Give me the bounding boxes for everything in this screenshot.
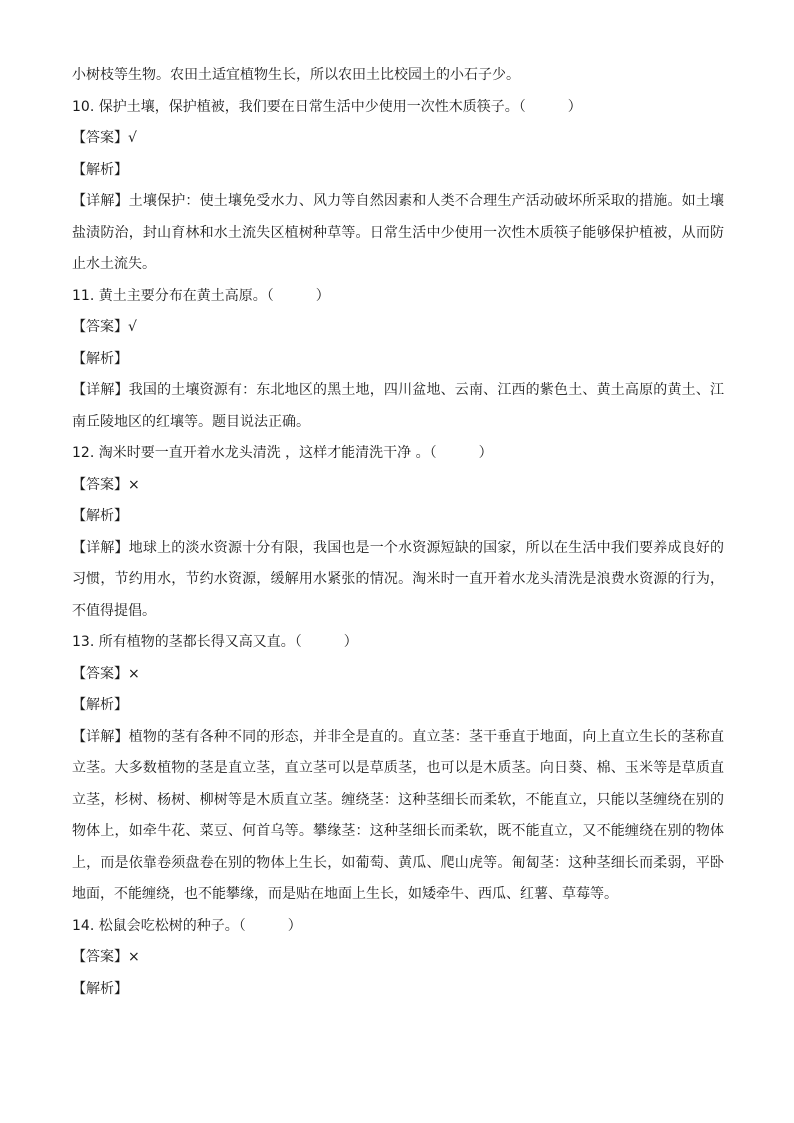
answer-label: 【答案】× (72, 949, 140, 965)
question-14: 14. 松鼠会吃松树的种子。（ ） (72, 917, 302, 934)
analysis-label: 【解析】 (72, 161, 128, 178)
analysis-label: 【解析】 (72, 350, 128, 367)
answer-label: 【答案】√ (72, 130, 137, 146)
answer-label: 【答案】√ (72, 319, 137, 335)
question-13: 13. 所有植物的茎都长得又高又直。（ ） (72, 634, 358, 650)
question-12: 12. 淘米时要一直开着水龙头清洗 ，这样才能清洗干净 。（ ） (72, 445, 493, 461)
answer-label: 【答案】× (72, 476, 140, 493)
analysis-label: 【解析】 (72, 508, 128, 524)
analysis-label: 【解析】 (72, 980, 128, 997)
analysis-label: 【解析】 (72, 697, 128, 713)
question-10: 10. 保护土壤，保护植被，我们要在日常生活中少使用一次性木质筷子。（ ） (72, 98, 582, 115)
answer-label: 【答案】× (72, 665, 140, 682)
paragraph-continuation: 小树枝等生物。农田土适宜植物生长，所以农田土比校园土的小石子少。 (72, 67, 520, 83)
document-page (72, 60, 724, 1005)
explanation-paragraph: 【详解】我国的土壤资源有：东北地区的黑土地，四川盆地、云南、江西的紫色土、黄土高原的黄土、江南丘陵地区的红壤等。题目说法正确。 (72, 382, 724, 430)
explanation-paragraph: 【详解】地球上的淡水资源十分有限，我国也是一个水资源短缺的国家，所以在生活中我们要养成良好的习惯，节约用水，节约水资源，缓解用水紧张的情况。淘米时一直开着水龙头清洗是浪费水资源的行为，不值得提倡。 (72, 539, 724, 619)
question-11: 11. 黄土主要分布在黄土高原。（ ） (72, 287, 330, 304)
explanation-paragraph: 【详解】土壤保护：使土壤免受水力、风力等自然因素和人类不合理生产活动破坏所采取的措施。如土壤盐渍防治，封山育林和水土流失区植树种草等。日常生活中少使用一次性木质筷子能够保护植被，从而防止水土流失。 (72, 193, 724, 272)
explanation-paragraph: 【详解】植物的茎有各种不同的形态，并非全是直的。直立茎：茎干垂直于地面，向上直立生长的茎称直立茎。大多数植物的茎是直立茎，直立茎可以是草质茎，也可以是木质茎。向日葵、棉、玉米等是草质直立茎，杉树、杨树、柳树等是木质直立茎。缠绕茎：这种茎细长而柔软，不能直立，只能以茎缠绕在别的物体上，如牵牛花、菜豆、何首乌等。攀缘茎：这种茎细长而柔软，既不能直立，又不能缠绕在别的物体上，而是依靠卷须盘卷在别的物体上生长，如葡萄、黄瓜、爬山虎等。匍匐茎：这种茎细长而柔弱，平卧地面，不能缠绕，也不能攀缘，而是贴在地面上生长，如矮牵牛、西瓜、红薯、草莓等。 (72, 728, 724, 902)
